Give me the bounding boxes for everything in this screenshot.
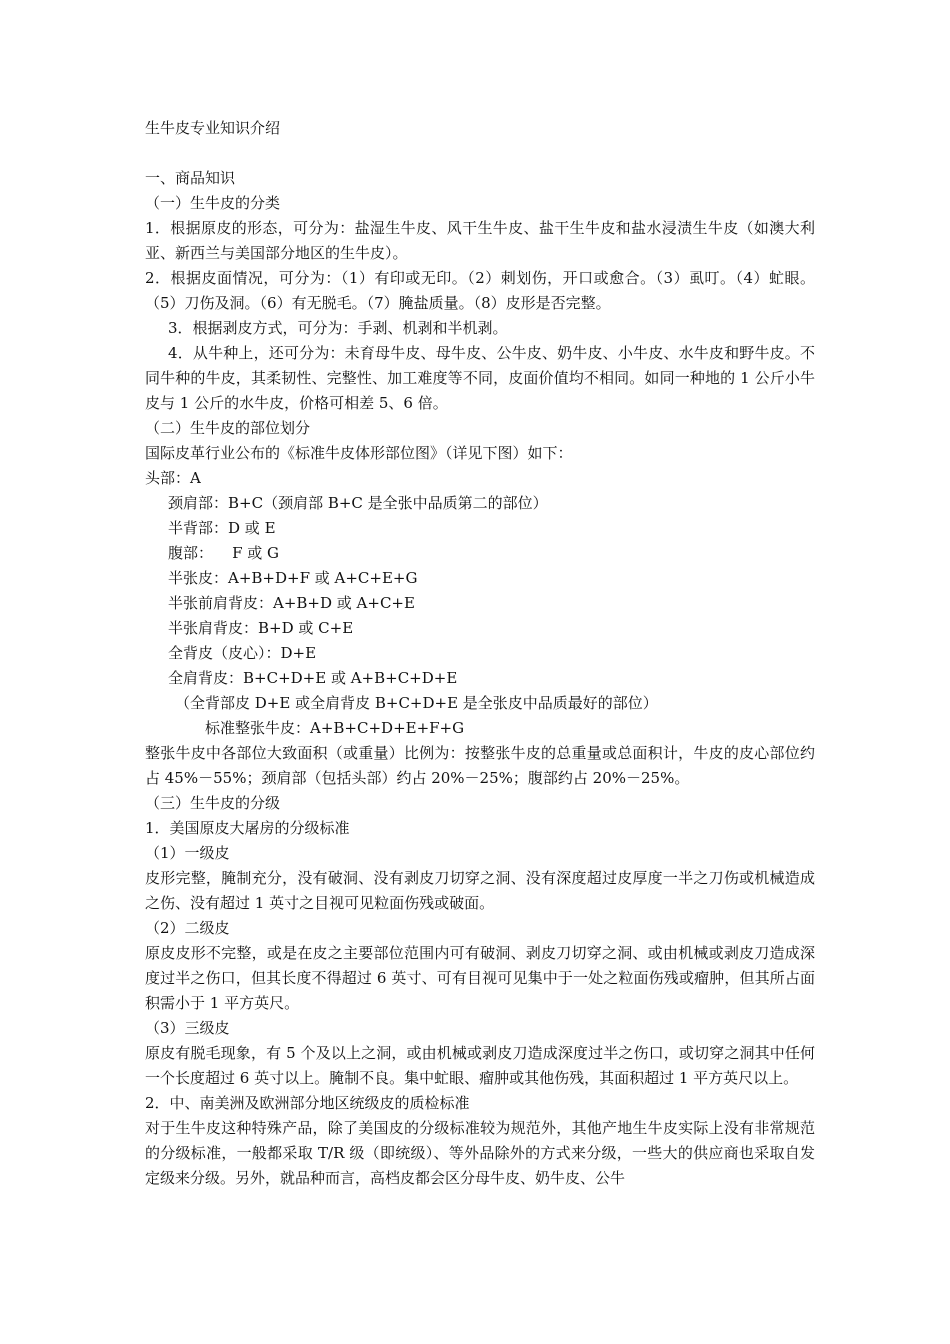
grading-latam-europe-text: 对于生牛皮这种特殊产品，除了美国皮的分级标准较为规范外，其他产地生牛皮实际上没有非常规范的分级标准，一般都采取 T/R 级（即统级）、等外品除外的方式来分级，一些大的供应商也采取自发定级来分级。另外，就品种而言，高档皮都会区分母牛皮、奶牛皮、公牛 bbox=[145, 1119, 815, 1187]
grading-latam-europe-heading: 2．中、南美洲及欧洲部分地区统级皮的质检标准 bbox=[145, 1094, 470, 1112]
part-full-hide: 标准整张牛皮：A+B+C+D+E+F+G bbox=[205, 719, 465, 737]
grade-3-text: 原皮有脱毛现象，有 5 个及以上之洞，或由机械或剥皮刀造成深度过半之伤口，或切穿之洞其中任何一个长度超过 6 英寸以上。腌制不良。集中虻眼、瘤肿或其他伤残，其面积超过 1 平方英尺以上。 bbox=[145, 1044, 815, 1087]
subsection-heading-parts: （二）生牛皮的部位划分 bbox=[145, 419, 311, 437]
grade-2-heading: （2）二级皮 bbox=[145, 919, 230, 937]
part-half-back: 半背部：D 或 E bbox=[168, 519, 276, 537]
part-full-back: 全背皮（皮心）：D+E bbox=[168, 644, 317, 662]
paragraph-area-ratio: 整张牛皮中各部位大致面积（或重量）比例为：按整张牛皮的总重量或总面积计，牛皮的皮心部位约占 45%－55%；颈肩部（包括头部）约占 20%－25%；腹部约占 20%－25%。 bbox=[145, 744, 815, 787]
paragraph-breed: 4．从牛种上，还可分为：未育母牛皮、母牛皮、公牛皮、奶牛皮、小牛皮、水牛皮和野牛皮。不同牛种的牛皮，其柔韧性、完整性、加工难度等不同，皮面价值均不相同。如同一种地的 1 公斤小牛皮与 1 公斤的水牛皮，价格可相差 5、6 倍。 bbox=[145, 344, 815, 412]
subsection-heading-grading: （三）生牛皮的分级 bbox=[145, 794, 281, 812]
part-head: 头部：A bbox=[145, 469, 201, 487]
grade-1-text: 皮形完整，腌制充分，没有破洞、没有剥皮刀切穿之洞、没有深度超过皮厚度一半之刀伤或机械造成之伤、没有超过 1 英寸之目视可见粒面伤残或破面。 bbox=[145, 869, 815, 912]
document-page bbox=[145, 116, 815, 1191]
part-half-hide: 半张皮：A+B+D+F 或 A+C+E+G bbox=[168, 569, 418, 587]
part-full-shoulder-back: 全肩背皮：B+C+D+E 或 A+B+C+D+E bbox=[168, 669, 458, 687]
grading-us-heading: 1．美国原皮大屠房的分级标准 bbox=[145, 819, 350, 837]
grade-1-heading: （1）一级皮 bbox=[145, 844, 230, 862]
subsection-heading-classification: （一）生牛皮的分类 bbox=[145, 194, 281, 212]
paragraph-surface: 2．根据皮面情况，可分为：（1）有印或无印。（2）刺划伤，开口或愈合。（3）虱叮。（4）虻眼。（5）刀伤及洞。（6）有无脱毛。（7）腌盐质量。（8）皮形是否完整。 bbox=[145, 269, 815, 312]
grade-2-text: 原皮皮形不完整，或是在皮之主要部位范围内可有破洞、剥皮刀切穿之洞、或由机械或剥皮刀造成深度过半之伤口，但其长度不得超过 6 英寸、可有目视可见集中于一处之粒面伤残或瘤肿，但其所占面积需小于 1 平方英尺。 bbox=[145, 944, 815, 1012]
paragraph-parts-intro: 国际皮革行业公布的《标准牛皮体形部位图》（详见下图）如下： bbox=[145, 444, 573, 462]
part-neck: 颈肩部：B+C（颈肩部 B+C 是全张中品质第二的部位） bbox=[168, 494, 548, 512]
part-half-shoulder-back: 半张肩背皮：B+D 或 C+E bbox=[168, 619, 354, 637]
paragraph-skinning: 3．根据剥皮方式，可分为：手剥、机剥和半机剥。 bbox=[168, 319, 508, 337]
section-heading-commodity: 一、商品知识 bbox=[145, 169, 236, 187]
part-belly: 腹部： F 或 G bbox=[168, 544, 279, 562]
paragraph-form: 1．根据原皮的形态，可分为：盐湿生牛皮、风干生牛皮、盐干生牛皮和盐水浸渍生牛皮（如澳大利亚、新西兰与美国部分地区的生牛皮）。 bbox=[145, 219, 815, 262]
grade-3-heading: （3）三级皮 bbox=[145, 1019, 230, 1037]
part-quality-note: （全背部皮 D+E 或全肩背皮 B+C+D+E 是全张皮中品质最好的部位） bbox=[175, 694, 658, 712]
part-half-front-shoulder: 半张前肩背皮：A+B+D 或 A+C+E bbox=[168, 594, 415, 612]
document-title: 生牛皮专业知识介绍 bbox=[145, 119, 281, 137]
